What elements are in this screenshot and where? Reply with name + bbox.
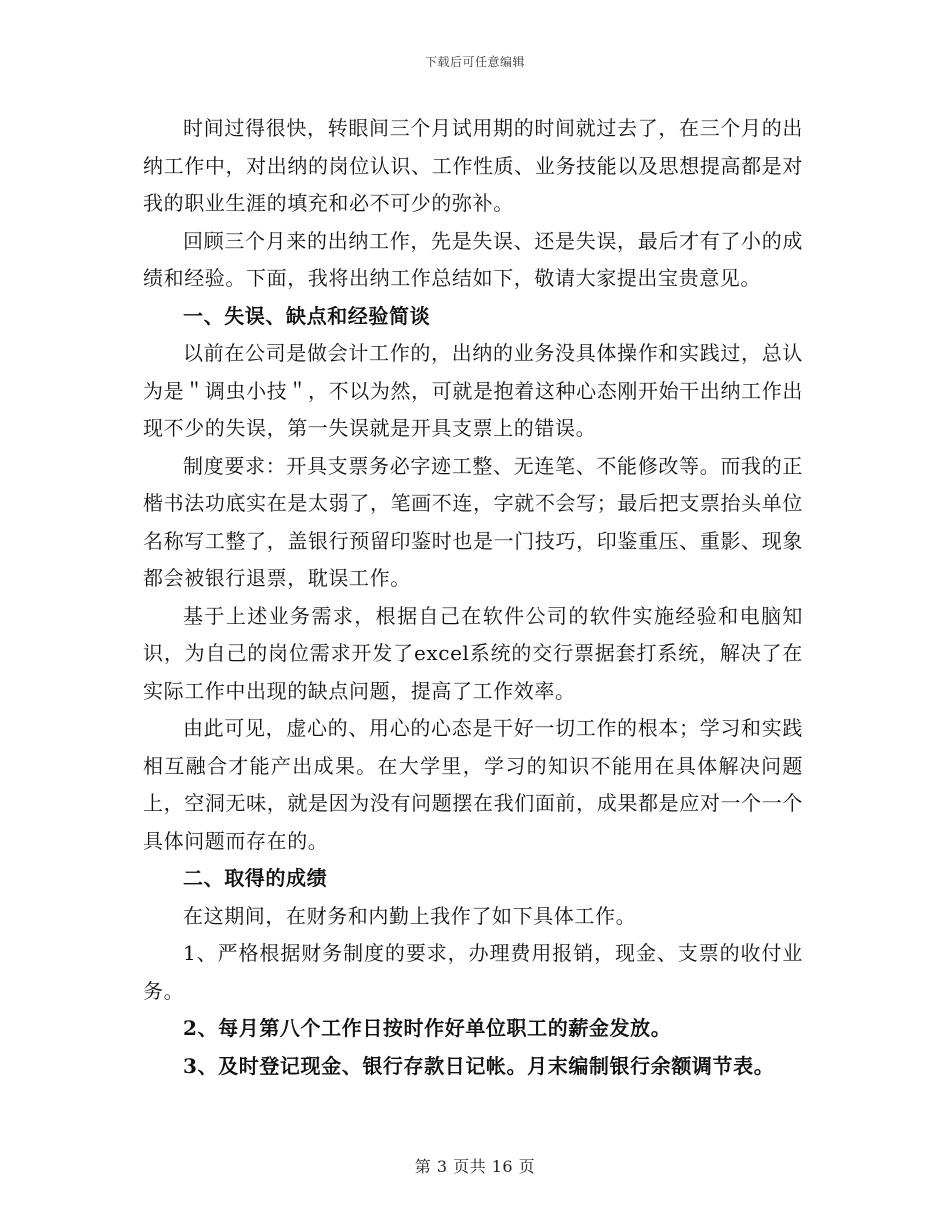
paragraph-solution: 基于上述业务需求，根据自己在软件公司的软件实施经验和电脑知识，为自己的岗位需求开发了excel系统的交行票据套打系统，解决了在实际工作中出现的缺点问题，提高了工作效率。 <box>143 603 803 703</box>
paragraph-review: 回顾三个月来的出纳工作，先是失误、还是失误，最后才有了小的成绩和经验。下面，我将出纳工作总结如下，敬请大家提出宝贵意见。 <box>143 228 803 290</box>
section-heading-2: 二、取得的成绩 <box>183 866 328 890</box>
paragraph-conclusion: 由此可见，虚心的、用心的心态是干好一切工作的根本；学习和实践相互融合才能产出成果。在大学里，学习的知识不能用在具体解决问题上，空洞无味，就是因为没有问题摆在我们面前，成果都是应对一个一个具体问题而存在的。 <box>143 716 803 853</box>
list-item-3: 3、及时登记现金、银行存款日记帐。月末编制银行余额调节表。 <box>183 1053 775 1078</box>
paragraph-rules: 制度要求：开具支票务必字迹工整、无连笔、不能修改等。而我的正楷书法功底实在是太弱了，笔画不连，字就不会写；最后把支票抬头单位名称写工整了，盖银行预留印鉴时也是一门技巧，印鉴重压、重影、现象都会被银行退票，耽误工作。 <box>143 453 803 590</box>
paragraph-intro: 时间过得很快，转眼间三个月试用期的时间就过去了，在三个月的出纳工作中，对出纳的岗位认识、工作性质、业务技能以及思想提高都是对我的职业生涯的填充和必不可少的弥补。 <box>143 116 803 215</box>
list-item-2: 2、每月第八个工作日按时作好单位职工的薪金发放。 <box>183 1016 672 1040</box>
document-body <box>143 110 803 1085</box>
paragraph-work-intro: 在这期间，在财务和内勤上我作了如下具体工作。 <box>183 903 637 928</box>
section-heading-1: 一、失误、缺点和经验简谈 <box>183 303 431 328</box>
page-footer: 第 3 页共 16 页 <box>414 1157 536 1176</box>
page-header: 下载后可任意编辑 <box>424 55 525 69</box>
list-item-1: 1、严格根据财务制度的要求，办理费用报销，现金、支票的收付业务。 <box>143 941 803 1003</box>
paragraph-past-work: 以前在公司是做会计工作的，出纳的业务没具体操作和实践过，总认为是＂调虫小技＂，不以为然，可就是抱着这种心态刚开始干出纳工作出现不少的失误，第一失误就是开具支票上的错误。 <box>143 341 803 440</box>
